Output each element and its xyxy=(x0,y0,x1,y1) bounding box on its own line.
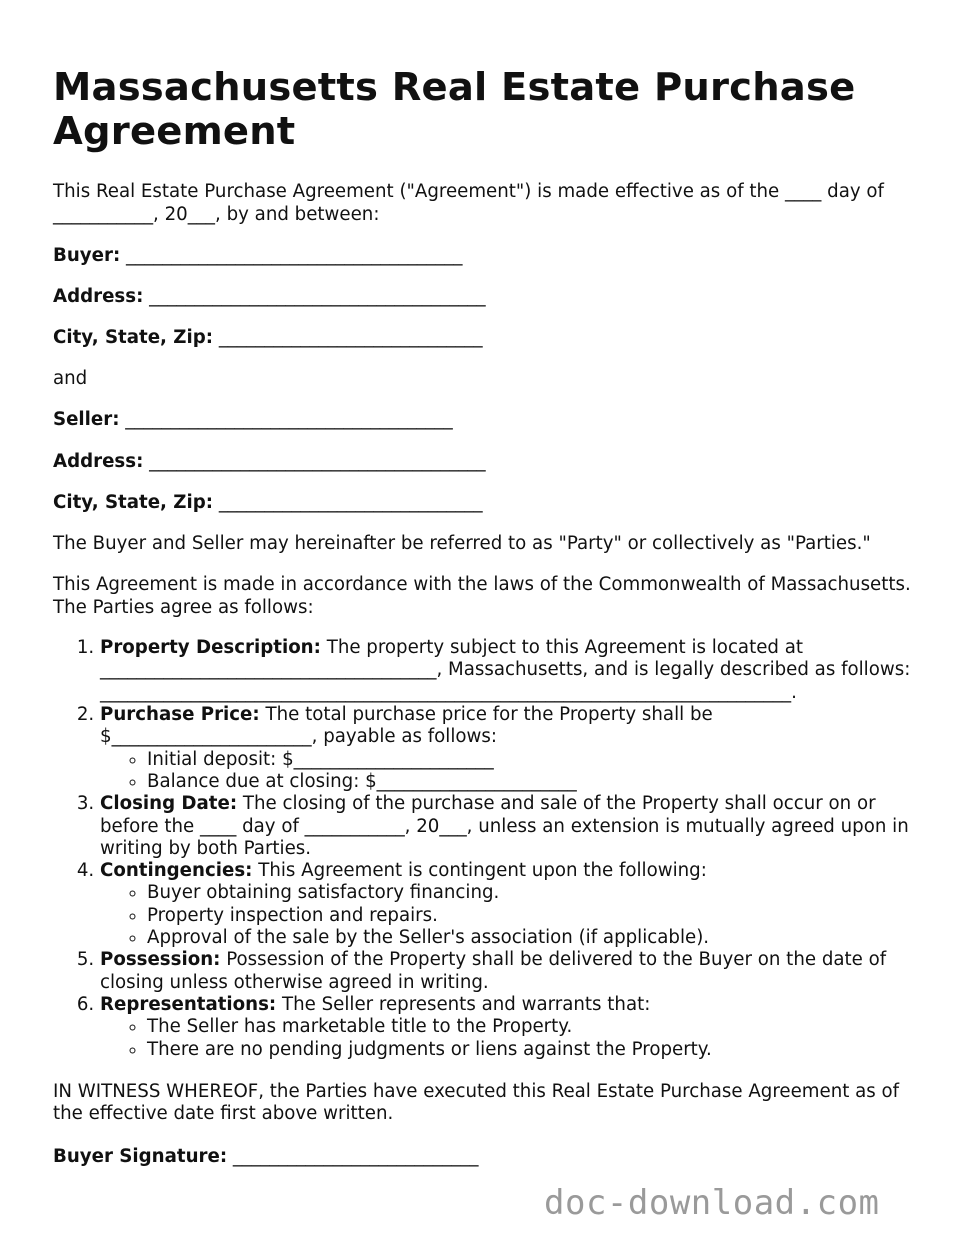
terms-list xyxy=(53,637,913,1061)
representations-sublist xyxy=(100,1016,913,1061)
contingencies-sublist xyxy=(100,882,913,949)
list-item: ◦ Buyer obtaining satisfactory financing. xyxy=(147,882,913,904)
intro-paragraph: This Real Estate Purchase Agreement ("Agreement") is made effective as of the ____ day of ___________, 20___, by and between: xyxy=(53,181,884,225)
and-text: and xyxy=(53,368,88,390)
seller-city-label: City, State, Zip: xyxy=(53,491,214,513)
seller-name-field xyxy=(53,409,913,432)
term-price xyxy=(100,704,913,793)
term-text: The property subject to this Agreement is located at _____________________________________, Massachusetts, and is legally described as follows: xyxy=(100,637,911,681)
term-heading: Property Description: xyxy=(100,637,321,659)
term-heading: Purchase Price: xyxy=(100,704,260,726)
term-representations xyxy=(100,994,913,1061)
buyer-signature-label: Buyer Signature: xyxy=(53,1145,228,1167)
seller-address-blank: _____________________________________ xyxy=(149,450,486,472)
buyer-signature-blank: ___________________________ xyxy=(232,1145,479,1167)
term-heading: Closing Date: xyxy=(100,793,238,815)
buyer-name-field xyxy=(53,245,913,268)
buyer-city-label: City, State, Zip: xyxy=(53,327,214,349)
seller-name-blank: ____________________________________ xyxy=(125,409,453,431)
term-text: Possession of the Property shall be delivered to the Buyer on the date of closing unless otherwise agreed in writing. xyxy=(100,949,887,993)
term-heading: Representations: xyxy=(100,993,277,1015)
buyer-label: Buyer: xyxy=(53,244,121,266)
list-item: ◦ There are no pending judgments or liens against the Property. xyxy=(147,1039,913,1061)
document-title: Massachusetts Real Estate Purchase Agreement xyxy=(53,65,856,154)
list-item: ◦ The Seller has marketable title to the Property. xyxy=(147,1016,913,1038)
term-heading: Possession: xyxy=(100,949,221,971)
buyer-city-blank: _____________________________ xyxy=(218,327,483,349)
watermark: doc-download.com xyxy=(544,1183,880,1223)
buyer-address-label: Address: xyxy=(53,285,144,307)
term-heading: Contingencies: xyxy=(100,860,253,882)
buyer-address-blank: _____________________________________ xyxy=(149,285,486,307)
list-item: ◦ Approval of the sale by the Seller's association (if applicable). xyxy=(147,927,913,949)
seller-city-field xyxy=(53,492,913,515)
term-closing xyxy=(100,793,913,860)
term-text: The Seller represents and warrants that: xyxy=(282,993,651,1015)
seller-address-field xyxy=(53,451,913,474)
list-item: ◦ Balance due at closing: $______________________ xyxy=(147,771,913,793)
price-sublist xyxy=(100,749,913,794)
term-property xyxy=(100,637,913,704)
buyer-address-field xyxy=(53,286,913,309)
parties-paragraph: The Buyer and Seller may hereinafter be referred to as "Party" or collectively as "Parties." xyxy=(53,533,871,554)
buyer-name-blank: _____________________________________ xyxy=(126,244,463,266)
buyer-city-field xyxy=(53,327,913,350)
witness-paragraph: IN WITNESS WHEREOF, the Parties have executed this Real Estate Purchase Agreement as of the effective date first above written. xyxy=(53,1080,900,1125)
document-page xyxy=(53,66,913,1168)
seller-address-label: Address: xyxy=(53,450,144,472)
law-paragraph: This Agreement is made in accordance with the laws of the Commonwealth of Massachusetts. The Parties agree as follows: xyxy=(53,574,911,618)
term-text: The total purchase price for the Property shall be $______________________, payable as follows: xyxy=(100,704,713,748)
term-text: The closing of the purchase and sale of the Property shall occur on or before the ____ day of ___________, 20___, unless an extension is mutually agreed upon in writing by both Parties. xyxy=(100,793,909,859)
buyer-signature-field xyxy=(53,1146,913,1169)
seller-label: Seller: xyxy=(53,409,120,431)
seller-city-blank: _____________________________ xyxy=(218,491,483,513)
list-item: ◦ Property inspection and repairs. xyxy=(147,905,913,927)
term-text: This Agreement is contingent upon the following: xyxy=(258,860,707,882)
list-item: ◦ Initial deposit: $______________________ xyxy=(147,749,913,771)
term-possession xyxy=(100,949,913,994)
legal-description-blank: ____________________________________________________________________________. xyxy=(100,681,797,703)
term-contingencies xyxy=(100,860,913,949)
